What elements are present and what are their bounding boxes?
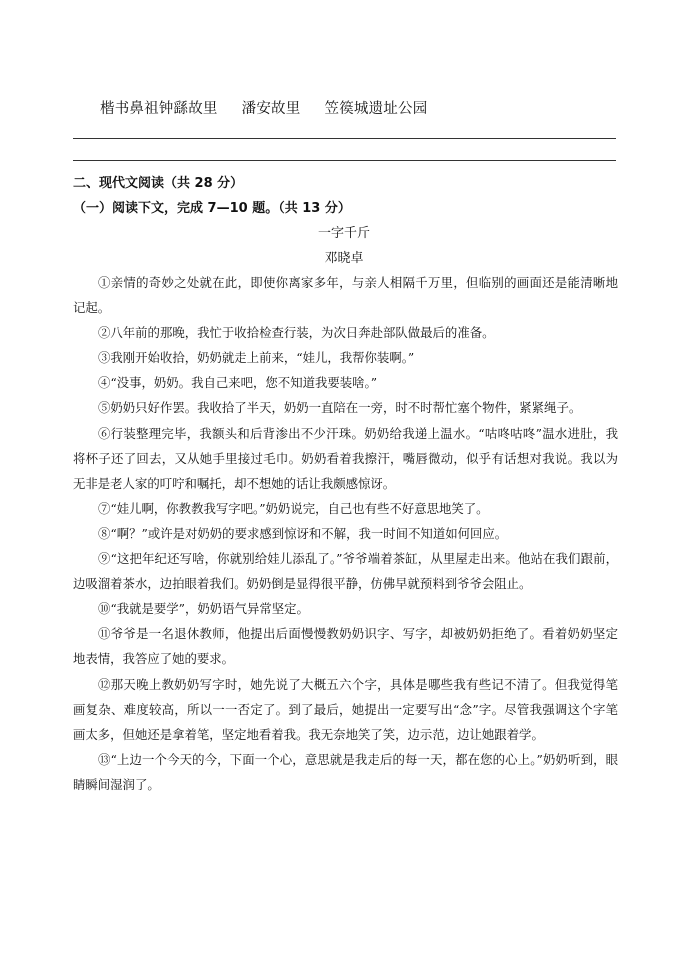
section-title: 二、现代文阅读（共 28 分）	[73, 176, 244, 191]
paragraph-2: ②八年前的那晚，我忙于收拾检查行装，为次日奔赴部队做最后的准备。	[98, 325, 495, 341]
paragraph-1: ①亲情的奇妙之处就在此，即使你离家多年，与亲人相隔千万里，但临别的画面还是能清晰地记起。	[73, 275, 618, 316]
paragraph-11: ⑪爷爷是一名退休教师，他提出后面慢慢教奶奶识字、写字，却被奶奶拒绝了。看着奶奶坚定地表情，我答应了她的要求。	[73, 626, 618, 667]
paragraph-9: ⑨“这把年纪还写啥，你就别给娃儿添乱了。”爷爷端着茶缸，从里屋走出来。他站在我们跟前，边吸溜着茶水，边拍眼着我们。奶奶倒是显得很平静，仿佛早就预料到爷爷会阻止。	[73, 551, 618, 592]
paragraph-12: ⑫那天晚上教奶奶写字时，她先说了大概五六个字，具体是哪些我有些记不清了。但我觉得笔画复杂、难度较高，所以一一否定了。到了最后，她提出一定要写出“念”字。尽管我强调这个字笔画太多，但她还是拿着笔，坚定地看着我。我无奈地笑了笑，边示范，边让她跟着学。	[73, 676, 618, 742]
answer-line-2	[73, 160, 616, 161]
paragraph-8: ⑧“啊？”或许是对奶奶的要求感到惊讶和不解，我一时间不知道如何回应。	[98, 525, 508, 541]
paragraph-13: ⑬“上边一个今天的今，下面一个心，意思就是我走后的每一天，都在您的心上。”奶奶听到，眼睛瞬间湿润了。	[73, 751, 618, 792]
paragraph-3: ③我刚开始收拾，奶奶就走上前来，“娃儿，我帮你装啊。”	[98, 350, 415, 366]
paragraph-5: ⑤奶奶只好作罢。我收拾了半天，奶奶一直陪在一旁，时不时帮忙塞个物件，紧紧绳子。	[98, 400, 582, 416]
answer-line-1	[73, 138, 616, 139]
places-caption: 楷书鼻祖钟繇故里 潘安故里 笠篌城遗址公园	[100, 101, 428, 117]
article-author: 邓晓卓	[324, 251, 364, 266]
paragraph-4: ④“没事，奶奶。我自己来吧，您不知道我要装啥。”	[98, 375, 378, 391]
article-body	[73, 270, 618, 797]
paragraph-7: ⑦“娃儿啊，你教教我写字吧。”奶奶说完，自己也有些不好意思地笑了。	[98, 500, 489, 516]
paragraph-6: ⑥行装整理完毕，我额头和后背渗出不少汗珠。奶奶给我递上温水。“咕咚咕咚”温水进肚，我将杯子还了回去，又从她手里接过毛巾。奶奶看着我擦汗，嘴唇微动，似乎有话想对我说。我以为无非是老人家的叮咛和嘱托，却不想她的话让我颇感惊讶。	[73, 425, 618, 491]
article-title: 一字千斤	[317, 226, 370, 241]
paragraph-10: ⑩“我就是要学”，奶奶语气异常坚定。	[98, 601, 309, 617]
section-subtitle: （一）阅读下文，完成 7—10 题。（共 13 分）	[73, 201, 351, 216]
